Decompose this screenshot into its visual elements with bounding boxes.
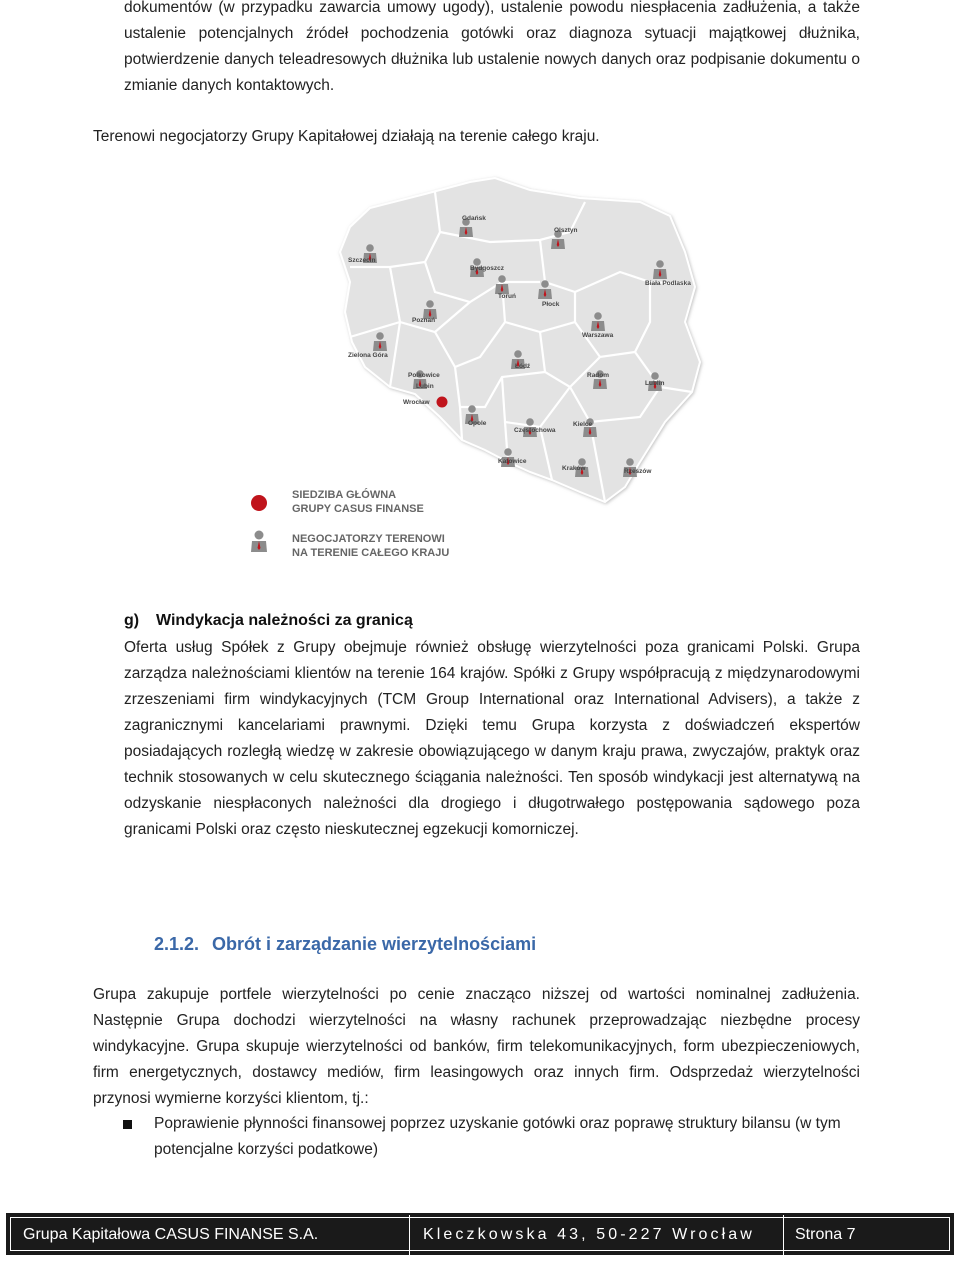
section-212-title: Obrót i zarządzanie wierzytelnościami bbox=[212, 934, 537, 954]
hq-marker-wroclaw bbox=[437, 397, 448, 408]
poland-land bbox=[340, 178, 700, 502]
legend-hq-line1: SIEDZIBA GŁÓWNA bbox=[292, 489, 397, 501]
footer-divider bbox=[783, 1215, 784, 1255]
city-label: Radom bbox=[587, 372, 610, 379]
footer-page-number: Strona 7 bbox=[795, 1226, 856, 1243]
poland-map bbox=[240, 172, 720, 572]
city-label: Polkowice bbox=[408, 372, 440, 379]
city-label: Zielona Góra bbox=[348, 352, 388, 359]
legend-neg-line1: NEGOCJATORZY TERENOWI bbox=[292, 533, 445, 545]
city-label: Częstochowa bbox=[514, 427, 556, 434]
negotiators-paragraph: Terenowi negocjatorzy Grupy Kapitałowej działają na terenie całego kraju. bbox=[93, 128, 600, 145]
page-footer bbox=[6, 1213, 954, 1255]
city-label: Katowice bbox=[498, 458, 527, 465]
footer-address: Kleczkowska 43, 50-227 Wrocław bbox=[423, 1226, 755, 1243]
section-g-title: Windykacja należności za granicą bbox=[156, 612, 413, 629]
city-label: Wrocław bbox=[403, 399, 430, 406]
section-g-heading bbox=[124, 612, 413, 630]
city-label: Szczecin bbox=[348, 257, 376, 264]
city-label: Opole bbox=[468, 420, 487, 427]
bullet-item bbox=[93, 1111, 860, 1163]
section-212-paragraph: Grupa zakupuje portfele wierzytelności po cenie znacząco niższej od wartości nominalnej zadłużenia. Następnie Grupa dochodzi wierzytelności na własny rachunek przeprowadzając niezbędne procesy windykacyjne. Grupa skupuje wierzytelności od banków, firm telekomunikacyjnych, form ubezpieczeniowych, firm energetycznych, dostawcy mediów, firm leasingowych oraz innych firm. Odsprzedaż wierzytelności przynosi wymierne korzyści klientom, tj.: bbox=[93, 986, 860, 1107]
city-label: Olsztyn bbox=[554, 227, 578, 234]
city-label: Płock bbox=[542, 301, 560, 308]
city-label: Biała Podlaska bbox=[645, 280, 691, 287]
city-label: Gdańsk bbox=[462, 215, 486, 222]
section-g-paragraph: Oferta usług Spółek z Grupy obejmuje również obsługę wierzytelności poza granicami Polski. Grupa zarządza należnościami klientów na terenie 164 krajów. Spółki z Grupy współpracują z międzynarodowymi zrzeszeniami firm windykacyjnych (TCM Group International oraz International Advisers), a także z zagranicznymi kancelariami prawnymi. Dzięki temu Grupa korzysta z doświadczeń ekspertów posiadających rozległą wiedzę w zakresie obowiązującego w danym kraju prawa, zwyczajów, praktyk oraz technik stosowanych w celu skutecznego ściągania należności. Ten sposób windykacji jest alternatywą na odzyskanie niespłaconych należności dla drogiego i długotrwałego postępowania sądowego poza granicami Polski oraz często nieskutecznej egzekucji komorniczej. bbox=[124, 639, 860, 838]
city-label: Kielce bbox=[573, 421, 593, 428]
footer-company: Grupa Kapitałowa CASUS FINANSE S.A. bbox=[23, 1226, 319, 1243]
legend-neg-line2: NA TERENIE CAŁEGO KRAJU bbox=[292, 547, 450, 559]
section-212-heading bbox=[154, 934, 536, 955]
map-legend bbox=[251, 488, 449, 559]
poland-map-svg bbox=[240, 172, 720, 572]
section-212-number: 2.1.2. bbox=[154, 934, 200, 954]
city-label: Bydgoszcz bbox=[470, 265, 504, 272]
city-label: Lublin bbox=[645, 380, 665, 387]
footer-divider bbox=[409, 1215, 410, 1255]
city-label: Rzeszów bbox=[624, 468, 652, 475]
section-g-label: g) bbox=[124, 612, 140, 629]
square-bullet-icon bbox=[123, 1120, 132, 1129]
hq-legend-marker bbox=[251, 495, 267, 511]
bullet-text: Poprawienie płynności finansowej poprzez uzyskanie gotówki oraz poprawę struktury bilansu (w tym potencjalne korzyści podatkowe) bbox=[154, 1115, 841, 1158]
city-label: Łódź bbox=[515, 363, 531, 370]
city-label: Toruń bbox=[498, 293, 516, 300]
city-label: Kraków bbox=[562, 465, 586, 472]
city-label: Warszawa bbox=[582, 332, 614, 339]
intro-paragraph: dokumentów (w przypadku zawarcia umowy ugody), ustalenie powodu niespłacenia zadłużenia, a także ustalenie potencjalnych źródeł pochodzenia gotówki oraz diagnoza sytuacji majątkowej dłużnika, potwierdzenie danych teleadresowych dłużnika lub ustalenie nowych danych oraz podpisanie dokumentu o zmianie danych kontaktowych. bbox=[124, 0, 860, 94]
city-label: Lubin bbox=[416, 383, 434, 390]
legend-hq-line2: GRUPY CASUS FINANSE bbox=[292, 503, 424, 515]
person-legend-icon bbox=[251, 531, 267, 553]
city-label: Poznań bbox=[412, 317, 436, 324]
